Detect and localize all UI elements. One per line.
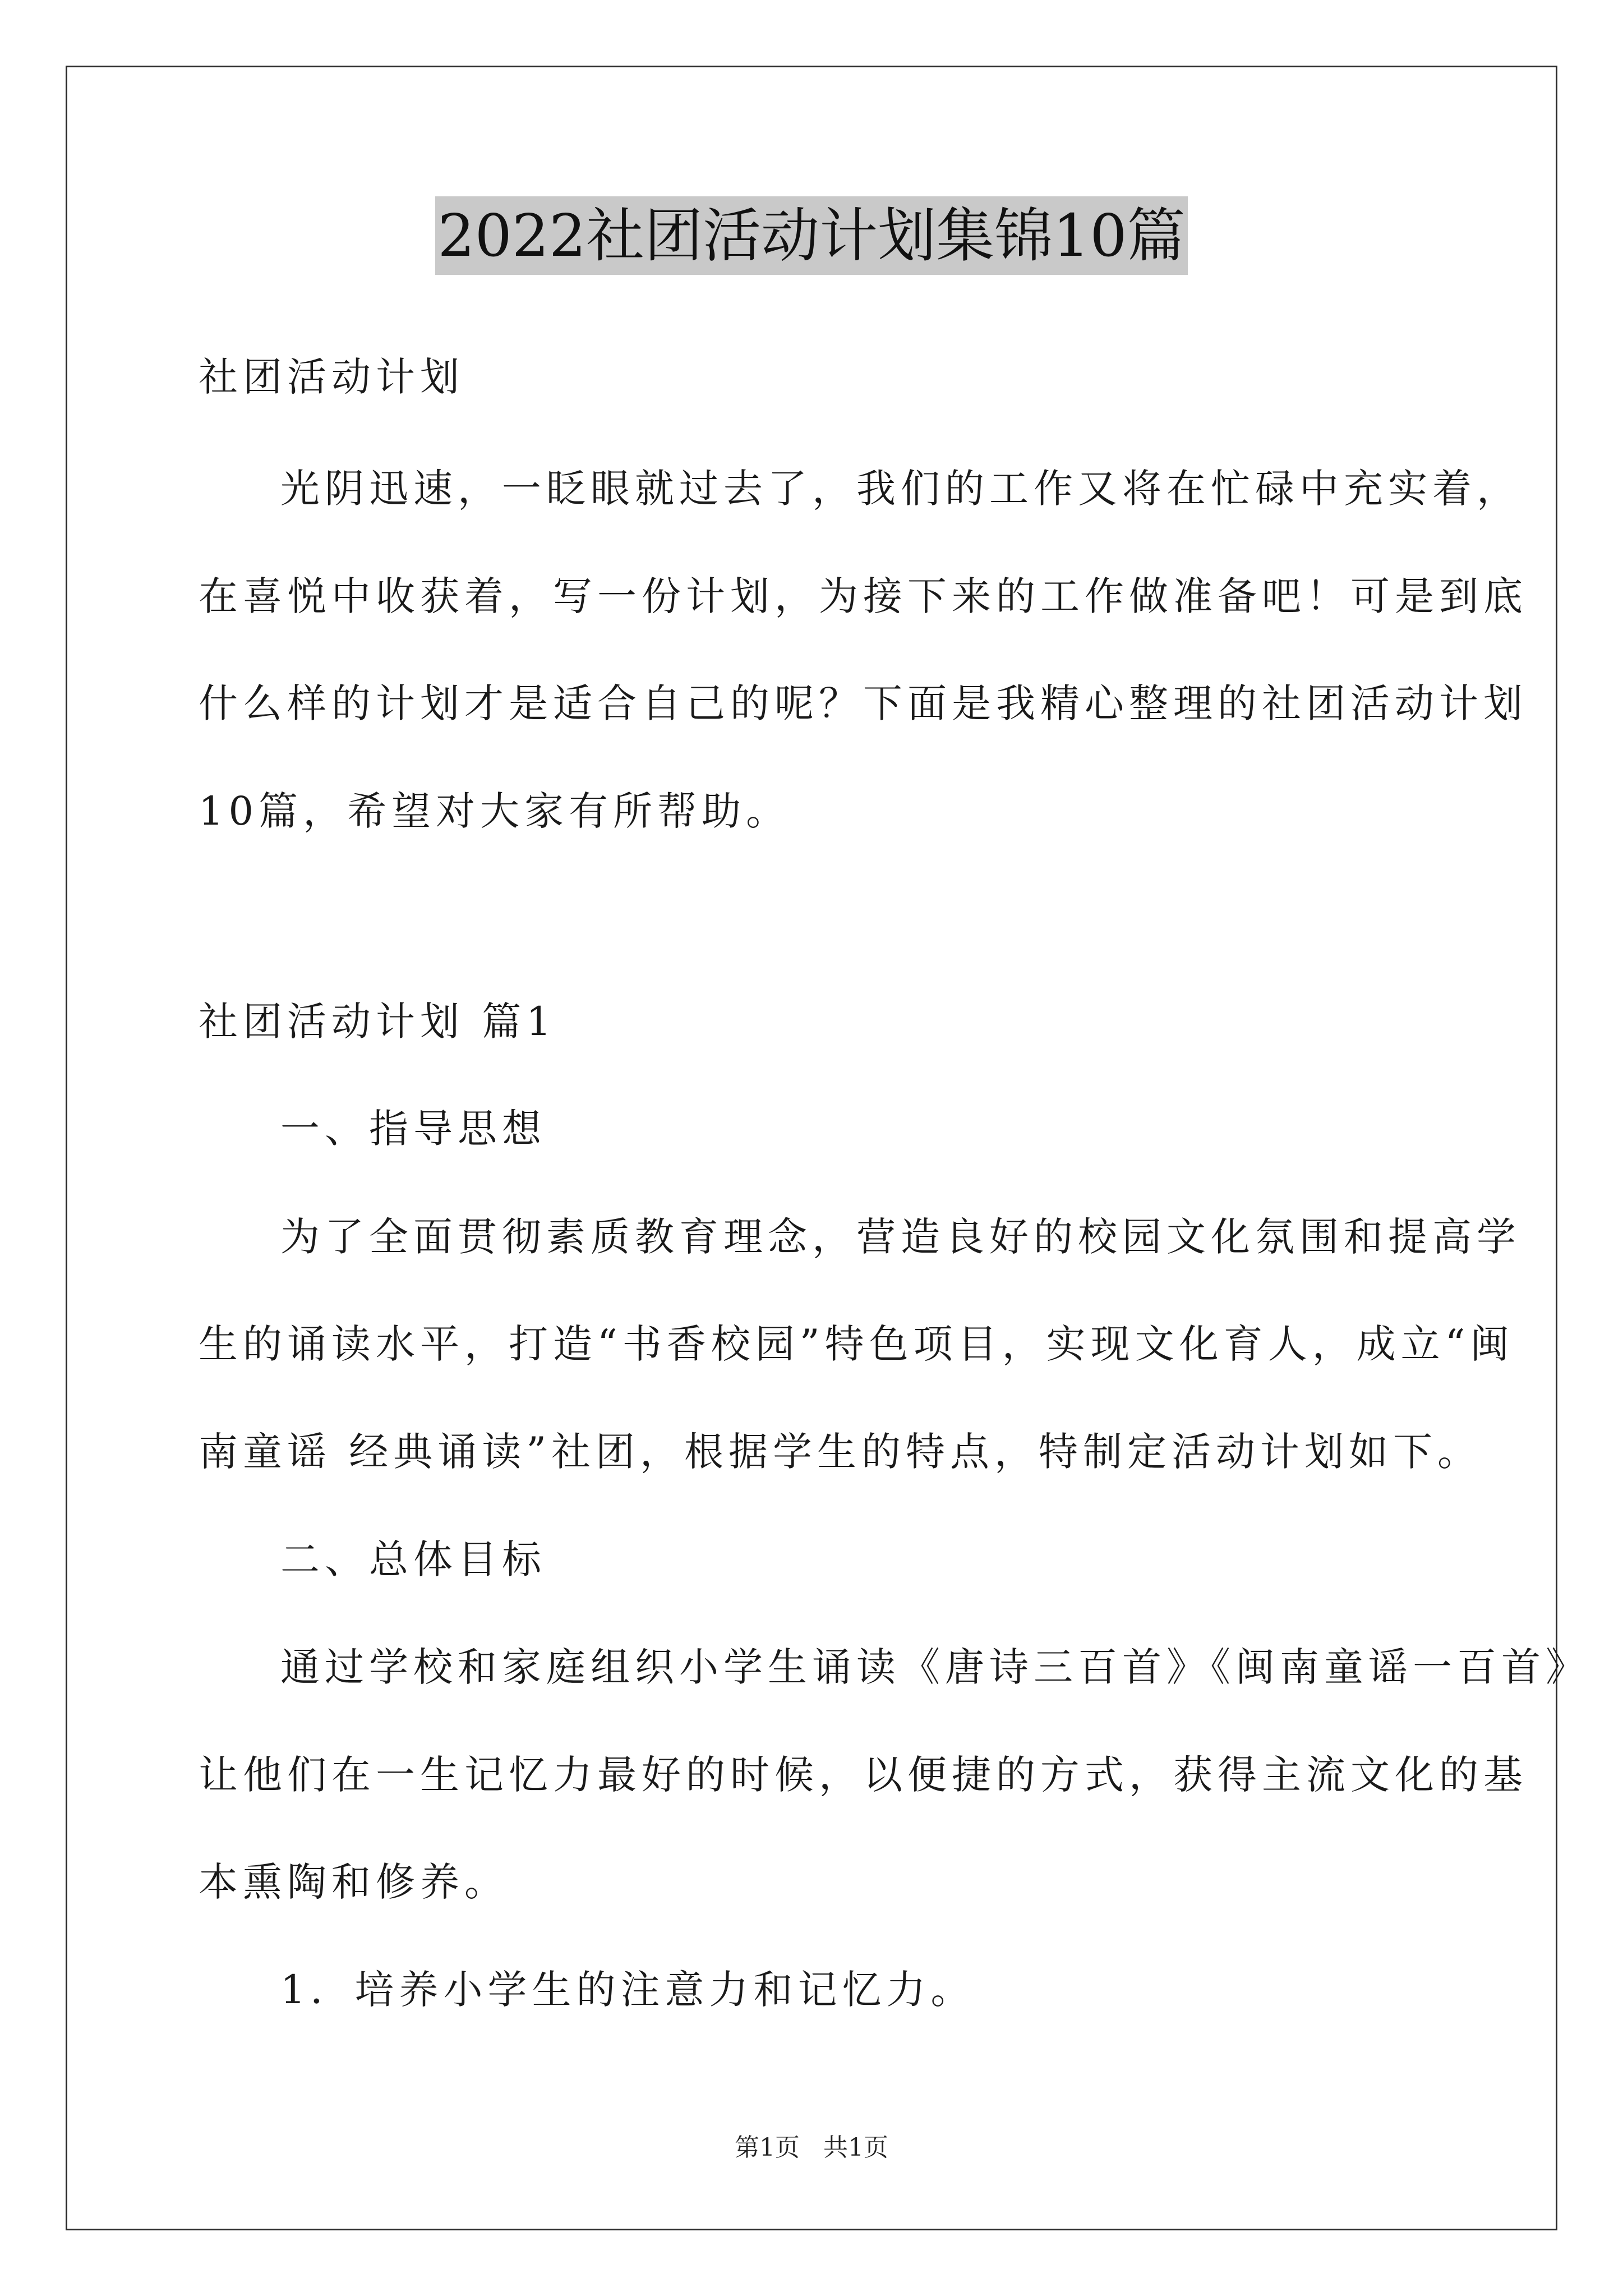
paragraph-line: 什么样的计划才是适合自己的呢？下面是我精心整理的社团活动计划	[199, 680, 1528, 726]
paragraph-line: 光阴迅速，一眨眼就过去了，我们的工作又将在忙碌中充实着，	[280, 466, 1521, 512]
paragraph-line: 本熏陶和修养。	[199, 1859, 509, 1905]
paragraph-line: 南童谣 经典诵读”社团，根据学生的特点，特制定活动计划如下。	[199, 1429, 1482, 1475]
paragraph-line: 生的诵读水平，打造“书香校园”特色项目，实现文化育人，成立“闽	[199, 1321, 1515, 1367]
subheading: 一、指导思想	[280, 1106, 546, 1152]
section-heading: 社团活动计划	[199, 354, 464, 400]
page-number: 第1页 共1页	[735, 2133, 888, 2162]
paragraph-line: 为了全面贯彻素质教育理念，营造良好的校园文化氛围和提高学	[280, 1214, 1521, 1260]
list-item: 1．培养小学生的注意力和记忆力。	[280, 1967, 975, 2013]
section-heading: 社团活动计划 篇1	[199, 999, 556, 1045]
paragraph-line: 在喜悦中收获着，写一份计划，为接下来的工作做准备吧！可是到底	[199, 573, 1528, 619]
title-container	[0, 196, 1623, 275]
document-title: 2022社团活动计划集锦10篇	[435, 196, 1187, 275]
paragraph-line: 通过学校和家庭组织小学生诵读《唐诗三百首》《闽南童谣一百首》	[280, 1644, 1590, 1690]
paragraph-line: 10篇，希望对大家有所帮助。	[199, 788, 791, 834]
subheading: 二、总体目标	[280, 1536, 546, 1582]
paragraph-line: 让他们在一生记忆力最好的时候，以便捷的方式，获得主流文化的基	[199, 1752, 1528, 1798]
